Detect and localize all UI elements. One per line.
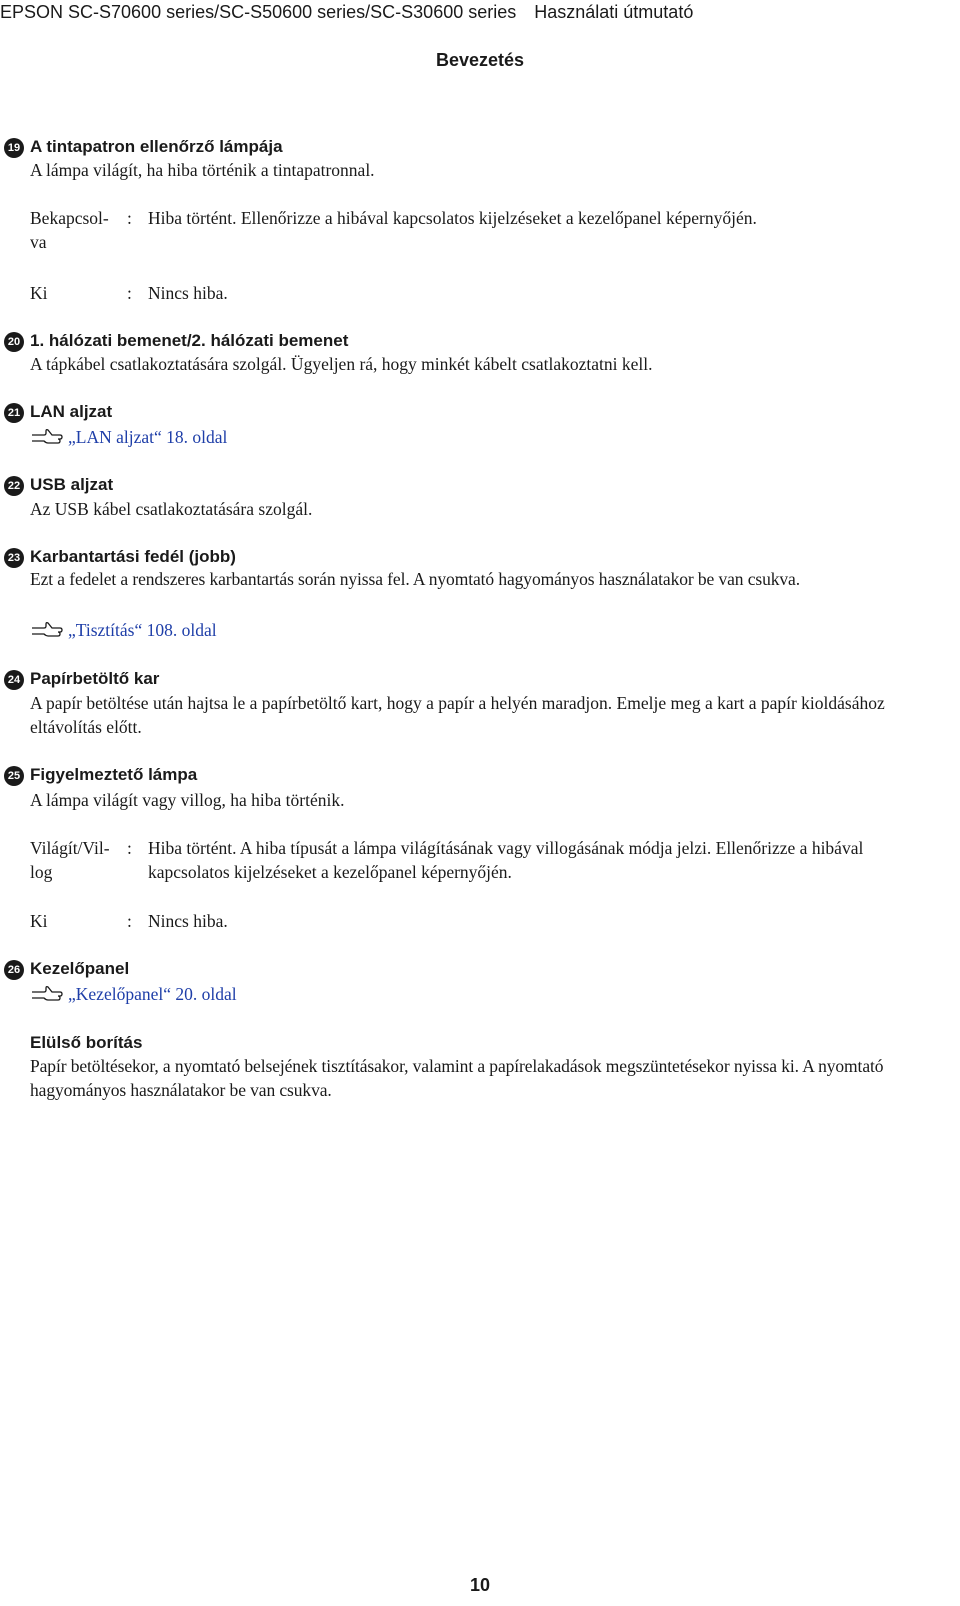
front-cover-title: Elülső borítás	[30, 1033, 143, 1052]
state-row	[0, 206, 960, 254]
item-number-badge: 26	[4, 960, 24, 980]
item-number-badge: 24	[4, 670, 24, 690]
state-colon: :	[127, 208, 132, 228]
state-colon: :	[127, 911, 132, 931]
reference-link[interactable]: „Kezelőpanel“ 20. oldal	[68, 984, 237, 1004]
item-text: A lámpa világít vagy villog, ha hiba történik.	[30, 790, 345, 810]
pointing-hand-icon	[30, 426, 64, 446]
state-colon: :	[127, 838, 132, 858]
item-title: USB aljzat	[30, 475, 114, 494]
state-description: Nincs hiba.	[148, 283, 228, 303]
manual-title: Használati útmutató	[534, 2, 694, 22]
state-description: Hiba történt. Ellenőrizze a hibával kapcsolatos kijelzéseket a kezelőpanel képernyőjén.	[148, 208, 757, 228]
state-description: Nincs hiba.	[148, 911, 228, 931]
state-colon: :	[127, 283, 132, 303]
state-row	[0, 909, 960, 933]
running-header	[0, 2, 693, 23]
item-number-badge: 25	[4, 766, 24, 786]
item-text: A tápkábel csatlakoztatására szolgál. Ügyeljen rá, hogy minkét kábelt csatlakoztatni kell.	[30, 354, 653, 374]
item-title: 1. hálózati bemenet/2. hálózati bemenet	[30, 331, 349, 350]
state-term: Világít/Vil- log	[30, 838, 110, 882]
item-title: Karbantartási fedél (jobb)	[30, 547, 236, 566]
pointing-hand-icon	[30, 619, 64, 639]
item-text: Az USB kábel csatlakoztatására szolgál.	[30, 499, 313, 519]
pointing-hand-icon	[30, 983, 64, 1003]
item-title: Papírbetöltő kar	[30, 669, 160, 688]
state-description: Hiba történt. A hiba típusát a lámpa világításának vagy villogásának módja jelzi. Ellenőrizze a hibával kapcsolatos kijelzéseket a kezelőpanel képernyőjén.	[148, 838, 864, 882]
reference-link[interactable]: „Tisztítás“ 108. oldal	[68, 620, 217, 640]
product-name: EPSON SC-S70600 series/SC-S50600 series/SC-S30600 series	[0, 2, 517, 22]
cross-reference[interactable]	[30, 618, 217, 642]
item-number-badge: 22	[4, 476, 24, 496]
section-title: Bevezetés	[435, 50, 525, 70]
item-title: Figyelmeztető lámpa	[30, 765, 198, 784]
reference-link[interactable]: „LAN aljzat“ 18. oldal	[68, 427, 228, 447]
state-term: Ki	[30, 911, 48, 931]
item-title: LAN aljzat	[30, 402, 113, 421]
item-number-badge: 20	[4, 332, 24, 352]
item-text: A papír betöltése után hajtsa le a papírbetöltő kart, hogy a papír a helyén maradjon. Emelje meg a kart a papír kioldásához eltávolítás előtt.	[30, 693, 885, 737]
state-term: Bekapcsol- va	[30, 208, 109, 252]
state-row	[0, 836, 960, 884]
item-title: A tintapatron ellenőrző lámpája	[30, 137, 283, 156]
item-text: A lámpa világít, ha hiba történik a tintapatronnal.	[30, 160, 375, 180]
item-number-badge: 21	[4, 403, 24, 423]
item-text: Ezt a fedelet a rendszeres karbantartás során nyissa fel. A nyomtató hagyományos használatakor be van csukva.	[30, 569, 800, 589]
front-cover-text: Papír betöltésekor, a nyomtató belsejének tisztításakor, valamint a papírelakadások megszüntetésekor nyissa ki. A nyomtató hagyományos használatakor be van csukva.	[30, 1056, 884, 1100]
item-number-badge: 19	[4, 138, 24, 158]
state-term: Ki	[30, 283, 48, 303]
item-number-badge: 23	[4, 548, 24, 568]
cross-reference[interactable]	[30, 425, 227, 449]
cross-reference[interactable]	[30, 982, 237, 1006]
state-row	[0, 281, 960, 305]
page-number: 10	[469, 1575, 491, 1595]
item-title: Kezelőpanel	[30, 959, 130, 978]
